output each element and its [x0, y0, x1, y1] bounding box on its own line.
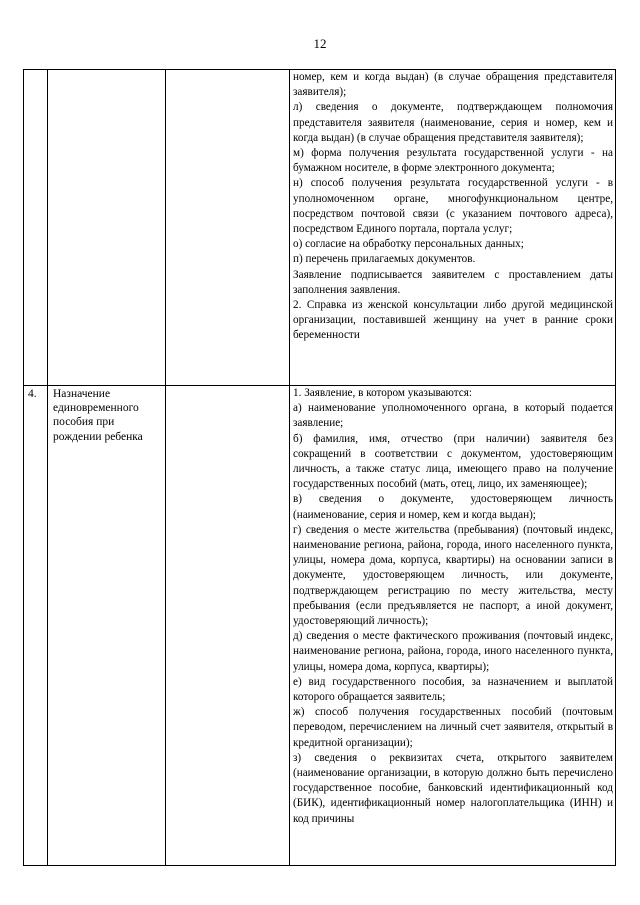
content-paragraph: номер, кем и когда выдан) (в случае обращения представителя заявителя);: [293, 71, 613, 99]
page-number: 12: [313, 36, 327, 51]
row-number-cell: 4.: [24, 386, 48, 866]
table-row: [24, 70, 616, 386]
service-name-cell: Назначение единовременного пособия при рождении ребенка: [48, 386, 166, 866]
content-paragraph: д) сведения о месте фактического проживания (почтовый индекс, наименование региона, района, города, иного населенного пункта, улицы, номера дома, корпуса, квартиры);: [293, 630, 613, 673]
documents-cell: [290, 386, 616, 866]
row-number-cell: [24, 70, 48, 386]
empty-column-cell: [166, 70, 290, 386]
service-name-cell: [48, 70, 166, 386]
content-paragraph: е) вид государственного пособия, за назначением и выплатой которого обращается заявитель;: [293, 675, 613, 704]
content-paragraph: 2. Справка из женской консультации либо другой медицинской организации, поставившей женщину на учет в ранние сроки беременности: [293, 299, 613, 342]
content-paragraph: о) согласие на обработку персональных данных;: [293, 238, 524, 251]
content-paragraph: п) перечень прилагаемых документов.: [293, 253, 476, 266]
content-paragraph: б) фамилия, имя, отчество (при наличии) заявителя без сокращений в соответствии с документом, удостоверяющим личность, а также статус лица, имеющего право на получение государственных пособий (мать, отец, лицо, их заменяющее);: [293, 432, 613, 491]
content-paragraph: 1. Заявление, в котором указываются:: [293, 387, 473, 399]
content-paragraph: Заявление подписывается заявителем с проставлением даты заполнения заявления.: [293, 268, 613, 296]
content-paragraph: г) сведения о месте жительства (пребывания) (почтовый индекс, наименование региона, района, города, иного населенного пункта, улицы, номера дома, корпуса, квартиры) на основании записи в документе, удостоверяющем личность, или документе, подтверждающем регистрацию по месту жительства, месту пребывания (если предъявляется не паспорт, а иной документ, удостоверяющий личность);: [293, 523, 613, 628]
documents-cell: [290, 70, 616, 386]
content-paragraph: м) форма получения результата государственной услуги - на бумажном носителе, в форме электронного документа;: [293, 147, 613, 175]
table-row: [24, 386, 616, 866]
document-table: [23, 69, 616, 866]
content-paragraph: н) способ получения результата государственной услуги - в уполномоченном органе, многофункциональном центре, посредством почтовой связи (с указанием почтового адреса), посредством Единого портала, портала услуг;: [293, 177, 613, 236]
content-paragraph: з) сведения о реквизитах счета, открытого заявителем (наименование организации, в которую должно быть перечислено государственное пособие, банковский идентификационный код (БИК), идентификационный номер налогоплательщика (ИНН) и код причины: [293, 751, 613, 825]
content-paragraph: ж) способ получения государственных пособий (почтовым переводом, перечислением на личный счет заявителя, открытый в кредитной организации);: [293, 706, 613, 749]
content-paragraph: л) сведения о документе, подтверждающем полномочия представителя заявителя (наименование, серия и номер, кем и когда выдан) (в случае обращения представителя заявителя);: [293, 101, 613, 144]
content-paragraph: в) сведения о документе, удостоверяющем личность (наименование, серия и номер, кем и когда выдан);: [293, 493, 613, 521]
content-paragraph: а) наименование уполномоченного органа, в который подается заявление;: [293, 402, 613, 430]
empty-column-cell: [166, 386, 290, 866]
